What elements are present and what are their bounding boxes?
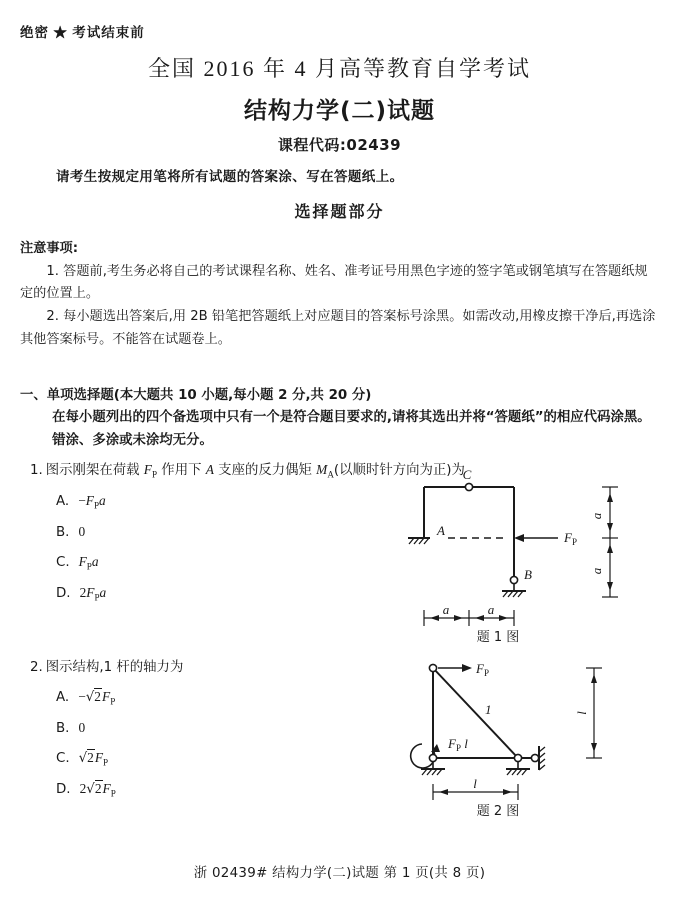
hinge-b-icon bbox=[510, 576, 517, 583]
notes-heading: 注意事项: bbox=[20, 241, 79, 256]
dim-horizontal-l: l bbox=[473, 776, 477, 791]
question-1-moment-subscript: A bbox=[327, 469, 334, 480]
support-a-fixed-icon bbox=[408, 538, 430, 544]
dim-vertical-l: l bbox=[574, 711, 589, 715]
dim-vertical-a-bottom: a bbox=[589, 567, 604, 575]
question-2-option-b[interactable] bbox=[30, 719, 360, 738]
question-2-stem bbox=[30, 658, 360, 678]
question-1-figure-caption: 题 1 图 bbox=[476, 630, 520, 645]
option-d-value: $2√2F_P$ bbox=[79, 781, 116, 799]
option-d-label: D. bbox=[56, 782, 71, 798]
question-1 bbox=[30, 460, 465, 615]
option-d-value: $2F_Pa$ bbox=[79, 585, 107, 604]
course-code: 课程代码:02439 bbox=[277, 136, 402, 154]
question-1-force-symbol: F bbox=[143, 462, 152, 477]
hinge-left-icon bbox=[429, 754, 436, 761]
question-1-stem-c: 支座的反力偶矩 bbox=[213, 463, 317, 478]
option-a-value: $-F_Pa$ bbox=[78, 493, 106, 511]
label-force-fp: $F_P$ bbox=[476, 661, 489, 678]
question-1-option-a[interactable] bbox=[30, 492, 450, 512]
option-d-label: D. bbox=[56, 586, 71, 602]
question-1-figure bbox=[398, 466, 666, 651]
section-title-choice: 选择题部分 bbox=[294, 202, 385, 221]
paper-title: 结构力学(二)试题 bbox=[243, 98, 436, 124]
question-1-option-d[interactable] bbox=[30, 584, 450, 604]
question-2 bbox=[30, 658, 360, 811]
question-1-option-b[interactable] bbox=[30, 523, 450, 542]
answer-sheet-notice: 请考生按规定用笔将所有试题的答案涂、写在答题纸上。 bbox=[56, 169, 404, 185]
option-b-value: 0 bbox=[78, 524, 86, 540]
hinge-top-icon bbox=[429, 664, 436, 671]
question-1-stem-a: 图示刚架在荷载 bbox=[45, 463, 144, 478]
question-1-stem-b: 作用下 bbox=[157, 463, 206, 478]
label-member-1: 1 bbox=[485, 702, 492, 717]
label-moment-fpl: $F_P$ l bbox=[448, 736, 468, 753]
option-c-value: $F_Pa$ bbox=[78, 554, 99, 573]
part-one-heading bbox=[20, 385, 660, 452]
option-c-label: C. bbox=[56, 751, 70, 767]
secret-banner: 绝密 ★ 考试结束前 bbox=[20, 25, 145, 40]
vertical-dimension-group bbox=[602, 487, 618, 597]
option-c-label: C. bbox=[56, 555, 70, 571]
diagonal-member-1 bbox=[433, 668, 518, 758]
option-c-value: $√2F_P$ bbox=[78, 750, 109, 768]
support-b-pin-icon bbox=[502, 584, 526, 597]
option-a-value: $-√2F_P$ bbox=[78, 689, 116, 707]
exam-title: 全国 2016 年 4 月高等教育自学考试 bbox=[147, 56, 531, 81]
question-1-point-symbol: A bbox=[205, 462, 214, 477]
part-one-line-1: 一、单项选择题(本大题共 10 小题,每小题 2 分,共 20 分) bbox=[20, 388, 372, 403]
notes-item-2: 2. 每小题选出答案后,用 2B 铅笔把答题纸上对应题目的答案标号涂黑。如需改动,用橡皮擦干净后,再选涂其他答案标号。不能答在试题卷上。 bbox=[20, 309, 656, 347]
question-2-stem-a: 图示结构,1 杆的轴力为 bbox=[45, 660, 184, 675]
question-2-figure-caption: 题 2 图 bbox=[476, 804, 520, 819]
support-bottom-right-pin-icon bbox=[506, 762, 530, 775]
option-a-label: A. bbox=[56, 494, 70, 510]
hinge-c-icon bbox=[465, 483, 472, 490]
exam-notes bbox=[20, 238, 660, 352]
notes-item-1: 1. 答题前,考生务必将自己的考试课程名称、姓名、准考证号用黑色字迹的签字笔或钢笔填写在答题纸规定的位置上。 bbox=[20, 263, 648, 302]
horizontal-dimension-group bbox=[424, 610, 514, 626]
label-force-fp: $F_P$ bbox=[564, 530, 577, 547]
option-a-label: A. bbox=[56, 690, 70, 706]
question-1-stem-d: (以顺时针方向为正)为 bbox=[333, 463, 465, 478]
question-2-option-d[interactable] bbox=[30, 780, 360, 800]
title-block bbox=[0, 52, 679, 155]
question-1-stem bbox=[30, 460, 465, 482]
question-1-number: 1. bbox=[30, 463, 43, 478]
option-b-value: 0 bbox=[78, 720, 86, 736]
dim-horizontal-a-left: a bbox=[442, 602, 450, 617]
support-right-wall-icon bbox=[531, 746, 545, 770]
part-one-line-2: 在每小题列出的四个备选项中只有一个是符合题目要求的,请将其选出并将“答题纸”的相应代码涂黑。错涂、多涂或未涂均无分。 bbox=[52, 410, 651, 448]
question-2-option-c[interactable] bbox=[30, 749, 360, 769]
support-left-pin-icon bbox=[421, 762, 445, 775]
question-1-force-subscript: P bbox=[151, 469, 158, 480]
label-c: C bbox=[462, 467, 472, 482]
question-1-option-c[interactable] bbox=[30, 553, 450, 573]
force-fp-arrow bbox=[514, 534, 558, 542]
question-2-number: 2. bbox=[30, 660, 43, 675]
label-b: B bbox=[524, 567, 532, 582]
page-footer: 浙 02439# 结构力学(二)试题 第 1 页(共 8 页) bbox=[193, 866, 486, 881]
label-a: A bbox=[437, 523, 445, 538]
force-fp-arrow bbox=[438, 664, 472, 672]
dim-horizontal-a-right: a bbox=[487, 602, 495, 617]
option-b-label: B. bbox=[56, 525, 70, 541]
dim-vertical-a-top: a bbox=[589, 512, 604, 520]
frame-diagram-svg bbox=[398, 466, 666, 651]
hinge-bottom-right-icon bbox=[514, 754, 521, 761]
question-1-moment-symbol: M bbox=[316, 462, 328, 477]
question-2-option-a[interactable] bbox=[30, 688, 360, 708]
option-b-label: B. bbox=[56, 721, 70, 737]
